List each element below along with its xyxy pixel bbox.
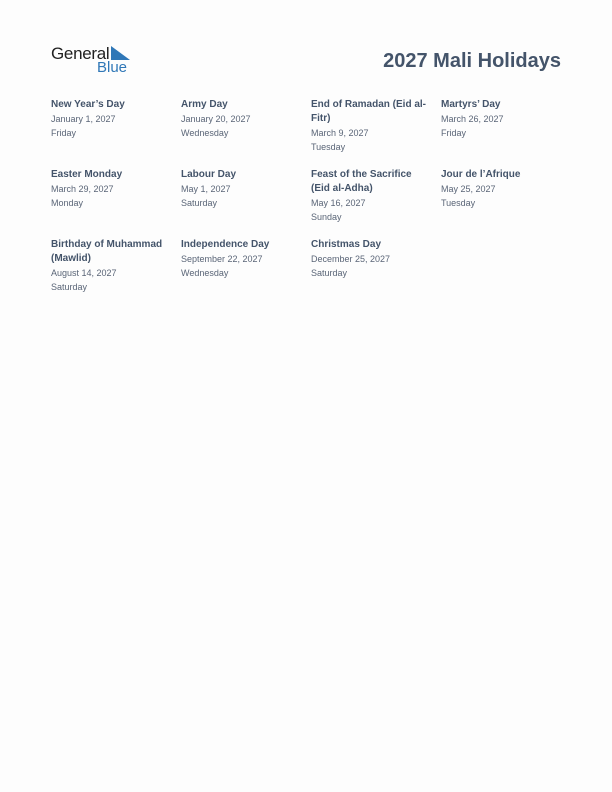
- holiday-date: March 29, 2027: [51, 184, 114, 194]
- holiday-entry: [311, 98, 433, 154]
- holiday-name: New Year’s Day: [51, 99, 125, 110]
- holiday-name: Birthday of Muhammad (Mawlid): [51, 239, 163, 264]
- holiday-day: Monday: [51, 198, 84, 208]
- logo-text-blue: Blue: [97, 59, 128, 76]
- holiday-entry: [181, 168, 303, 210]
- holiday-name: Easter Monday: [51, 169, 123, 180]
- logo: [51, 44, 133, 78]
- holiday-name: Christmas Day: [311, 239, 382, 250]
- holiday-date: May 16, 2027: [311, 198, 366, 208]
- holiday-day: Saturday: [181, 198, 218, 208]
- holiday-day: Saturday: [311, 268, 348, 278]
- holiday-entry: [441, 168, 563, 210]
- holiday-date: January 20, 2027: [181, 114, 251, 124]
- holiday-date: January 1, 2027: [51, 114, 116, 124]
- holiday-date: December 25, 2027: [311, 254, 391, 264]
- holiday-name: Martyrs’ Day: [441, 99, 501, 110]
- holiday-name: End of Ramadan (Eid al-Fitr): [311, 99, 427, 124]
- holiday-day: Tuesday: [441, 198, 476, 208]
- holiday-date: May 1, 2027: [181, 184, 231, 194]
- logo-triangle-icon: [111, 46, 130, 60]
- page-title: 2027 Mali Holidays: [383, 50, 561, 72]
- holiday-day: Wednesday: [181, 268, 229, 278]
- holiday-date: May 25, 2027: [441, 184, 496, 194]
- holiday-entry: [441, 98, 563, 140]
- holiday-entry: [311, 168, 433, 224]
- holiday-name: Feast of the Sacrifice (Eid al-Adha): [311, 169, 412, 194]
- holiday-entry: [311, 238, 433, 280]
- holiday-day: Wednesday: [181, 128, 229, 138]
- holiday-date: March 9, 2027: [311, 128, 369, 138]
- holiday-day: Saturday: [51, 282, 88, 292]
- holiday-entry: [51, 98, 173, 140]
- holiday-entry: [181, 98, 303, 140]
- holiday-day: Friday: [51, 128, 77, 138]
- holiday-date: August 14, 2027: [51, 268, 117, 278]
- holiday-day: Friday: [441, 128, 467, 138]
- logo-text-general: General: [51, 44, 110, 63]
- holiday-name: Army Day: [181, 99, 228, 110]
- holiday-date: September 22, 2027: [181, 254, 263, 264]
- holiday-day: Sunday: [311, 212, 342, 222]
- holiday-day: Tuesday: [311, 142, 346, 152]
- holiday-entry: [51, 238, 173, 294]
- holiday-name: Labour Day: [181, 169, 237, 180]
- holiday-entry: [51, 168, 173, 210]
- holiday-date: March 26, 2027: [441, 114, 504, 124]
- holiday-name: Jour de l’Afrique: [441, 169, 521, 180]
- holiday-entry: [181, 238, 303, 280]
- holiday-name: Independence Day: [181, 239, 270, 250]
